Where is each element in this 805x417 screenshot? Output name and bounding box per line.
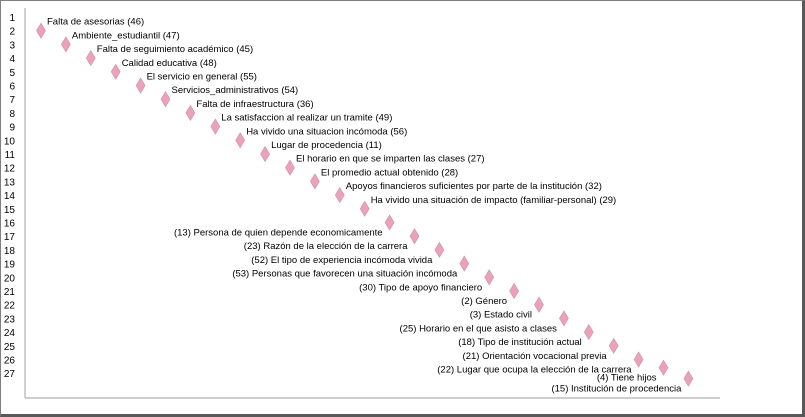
- point-label: Falta de seguimiento académico (45): [96, 44, 254, 56]
- point-label: Apoyos financieros suficientes por parte de la institución (32): [345, 181, 602, 193]
- diamond-marker: [186, 105, 195, 120]
- y-tick-label: 11: [4, 150, 15, 161]
- point-label: (15) Institución de procedencia: [551, 383, 682, 395]
- y-tick-label: 25: [3, 341, 15, 353]
- diamond-marker: [310, 174, 319, 189]
- diamond-marker: [634, 352, 643, 367]
- y-tick-label: 14: [3, 191, 15, 203]
- point-label: Falta de infraestructura (36): [196, 98, 314, 110]
- y-tick-label: 10: [3, 136, 15, 148]
- diamond-marker: [485, 270, 494, 285]
- diamond-marker: [435, 242, 444, 257]
- diamond-marker: [410, 229, 419, 244]
- y-tick-label: 6: [9, 81, 15, 93]
- y-tick-label: 16: [3, 218, 15, 230]
- point-label: (23) Razón de la elección de la carrera: [243, 241, 408, 253]
- diamond-marker: [659, 360, 668, 375]
- y-tick-label: 15: [3, 204, 15, 216]
- y-tick-label: 5: [9, 67, 15, 79]
- y-tick-label: 18: [3, 245, 15, 257]
- y-tick-label: 9: [9, 122, 15, 134]
- y-tick-label: 12: [3, 163, 15, 175]
- y-tick-label: 8: [9, 108, 15, 120]
- y-tick-label: 26: [3, 355, 15, 367]
- diamond-marker: [584, 325, 593, 340]
- point-label: Calidad educativa (48): [121, 57, 217, 69]
- diamond-marker: [286, 160, 295, 175]
- diamond-marker: [37, 23, 46, 38]
- diamond-marker: [535, 297, 544, 312]
- point-label: Lugar de procedencia (11): [271, 140, 382, 151]
- diamond-marker: [261, 147, 270, 162]
- diamond-marker: [136, 78, 145, 93]
- diamond-marker: [211, 119, 220, 134]
- point-label: (21) Orientación vocacional previa: [462, 350, 607, 362]
- y-tick-label: 21: [3, 287, 15, 298]
- y-tick-label: 13: [3, 177, 15, 189]
- y-tick-label: 19: [3, 259, 15, 271]
- point-label: Servicios_administrativos (54): [171, 85, 299, 97]
- y-tick-label: 27: [3, 369, 15, 381]
- point-label: (4) Tiene hijos: [596, 372, 657, 384]
- y-tick-label: 4: [9, 54, 15, 66]
- diamond-marker: [335, 188, 344, 203]
- y-tick-label: 17: [3, 232, 15, 244]
- y-tick-label: 20: [3, 273, 15, 285]
- point-label: (30) Tipo de apoyo financiero: [359, 282, 483, 294]
- diamond-marker: [684, 371, 693, 386]
- diamond-marker: [360, 201, 369, 216]
- y-tick-label: 23: [3, 314, 15, 326]
- point-label: Falta de asesorias (46): [47, 16, 145, 28]
- diamond-marker: [385, 215, 394, 230]
- diamond-marker: [559, 311, 568, 326]
- point-label: El horario en que se imparten las clases (27): [296, 153, 485, 165]
- y-tick-label: 24: [3, 328, 15, 340]
- y-tick-label: 1: [9, 13, 15, 24]
- diamond-marker: [510, 284, 519, 299]
- diamond-marker: [161, 92, 170, 107]
- point-label: (13) Persona de quien depende economicamente: [173, 227, 383, 239]
- diamond-marker: [609, 338, 618, 353]
- point-label: (18) Tipo de institución actual: [458, 337, 582, 349]
- diamond-marker: [460, 256, 469, 271]
- point-label: (22) Lugar que ocupa la elección de la carrera: [437, 364, 632, 376]
- point-label: (2) Género: [461, 296, 508, 307]
- y-tick-label: 7: [9, 95, 15, 107]
- point-label: (3) Estado civil: [469, 309, 532, 321]
- point-label: (52) El tipo de experiencia incómoda vivida: [251, 254, 433, 266]
- point-label: El servicio en general (55): [146, 71, 257, 83]
- point-label: Ambiente_estudiantil (47): [71, 30, 180, 42]
- y-tick-label: 3: [9, 40, 15, 52]
- y-tick-label: 2: [9, 26, 15, 38]
- point-label: El promedio actual obtenido (28): [320, 167, 459, 179]
- diamond-marker: [61, 37, 70, 52]
- point-label: Ha vivido una situación de impacto (familiar-personal) (29): [370, 194, 617, 206]
- point-label: Ha vivido una situacion incómoda (56): [246, 126, 408, 138]
- diamond-marker: [86, 51, 95, 66]
- y-tick-label: 22: [3, 300, 15, 312]
- point-label: (25) Horario en el que asisto a clases: [399, 323, 557, 335]
- point-label: (53) Personas que favorecen una situación incómoda: [232, 268, 458, 280]
- point-label: La satisfaccion al realizar un tramite (49): [221, 112, 393, 124]
- diamond-marker: [111, 64, 120, 79]
- diamond-marker: [236, 133, 245, 148]
